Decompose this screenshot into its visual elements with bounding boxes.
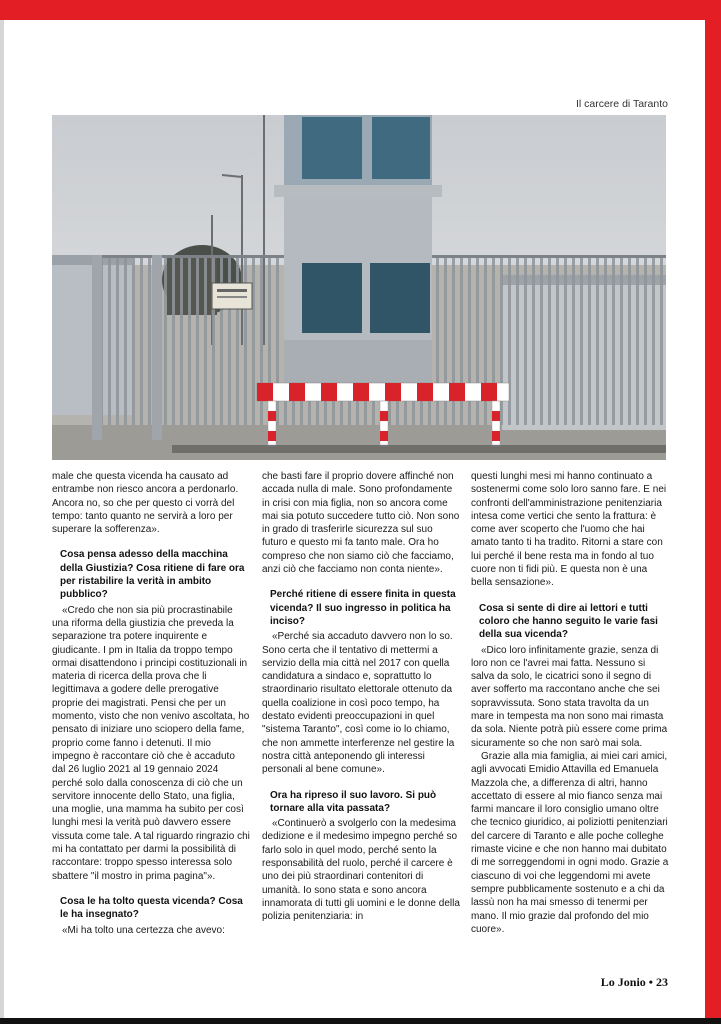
question-heading: Perché ritiene di essere finita in questa vicenda? Il suo ingresso in politica ha inciso? [270, 589, 456, 627]
question-heading: Ora ha ripreso il suo lavoro. Si può tornare alla vita passata? [270, 789, 437, 814]
page-edge [0, 20, 4, 1018]
article-column-1 [52, 470, 250, 937]
paragraph: che basti fare il proprio dovere affinché non accada nulla di male. Sono profondamente in crisi con mia figlia, non so ancora come mai sia potuto succedere tutto ciò. Non sono in grado di trasferirle sicurezza sul suo futuro e questo mi fa tanto male. Ora ho compreso che non siamo ciò che facciamo, anzi ciò che facciamo non conta niente». [262, 471, 460, 576]
paragraph: «Continuerò a svolgerlo con la medesima dedizione e il medesimo impegno perché so farlo solo in quel modo, perché sento la responsabilità del ruolo, perché il carcere è uno dei più straordinari contenitori di umanità. Io sono stata e sono ancora innamorata di tutti gli uomini e le donne della polizia penitenziaria: in [262, 818, 460, 923]
question-heading: Cosa le ha tolto questa vicenda? Cosa le ha insegnato? [60, 895, 243, 921]
top-red-border [0, 0, 721, 20]
bottom-border [0, 1018, 721, 1024]
paragraph: «Perché sia accaduto davvero non lo so. Sono certa che il tentativo di mettermi a servizio della mia città nel 2017 con quella candidatura a sindaco e, soprattutto lo straordinario risultato elettorale ottenuto da quella coalizione in così poco tempo, ha destato evidenti preoccupazioni in quel "sistema Taranto", così come io lo chiamo, che non ammette interferenze nel gestire la nostra città anteponendo gli interessi personali al bene comune». [262, 631, 455, 776]
question-heading: Cosa si sente di dire ai lettori e tutti coloro che hanno seguito le varie fasi della sua vicenda? [479, 602, 658, 641]
right-red-border [705, 0, 721, 1024]
paragraph: «Credo che non sia più procrastinabile una riforma della giustizia che preveda la separazione tra potere inquirente e giudicante. I pm in Italia da troppo tempo ormai disattendono i principi costituzionali in materia di ricerca della prova che li legittimava a godere delle prerogative proprie dei magistrati. Pensi che per un momento, visto che non venivo ascoltata, ho pensato di iniziare uno sciopero della fame, proprio come fanno i detenuti. Il mio impegno è raccontare ciò che è accaduto dal 26 luglio 2021 al 19 gennaio 2024 perché solo dalla conoscenza di ciò che un servitore innocente dello Stato, una figlia, una moglie, una mamma ha subito per così lunghi mesi la verità può davvero essere vissuta come tale. A tal riguardo ringrazio chi mi ha contattato per darmi la possibilità di raccontare: troppo spesso interessa solo sbattere "il mostro in prima pagina"». [52, 604, 250, 882]
page-footer: Lo Jonio • 23 [600, 975, 668, 989]
prison-entrance-photo [52, 115, 666, 460]
paragraph: Grazie alla mia famiglia, ai miei cari amici, agli avvocati Emidio Attavilla ed Emanuela Mazzola che, a differenza di altri, hanno accettato di essere al mio fianco senza mai farmi mancare il loro consiglio umano oltre che tecnico giuridico, ai poliziotti penitenziari del carcere di Taranto e alle poche colleghe rimaste vicine e che non hanno mai dubitato di me sorreggendomi in ogni modo. Grazie a ciascuno di voi che leggendomi mi avete sempre pubblicamente sostenuto e a chi da lassù non ha mai smesso di tenermi per mano. Il mio grazie dal profondo del mio cuore». [471, 750, 669, 935]
paragraph: questi lunghi mesi mi hanno continuato a sostenermi come solo loro sanno fare. E nei confronti dell'amministrazione penitenziaria intesa come vertici che sento la frattura: è come aver scoperto che l'uomo che hai amato tanto ti ha tradito. Ritorni a stare con lui perché il bene resta ma in fondo al tuo cuore non ti fidi più. E questa non è una bella sensazione». [471, 471, 667, 589]
article-column-3 [471, 470, 669, 936]
question-heading: Cosa pensa adesso della macchina della Giustizia? Cosa ritiene di fare ora per ristabilire la verità in ambito pubblico? [60, 549, 245, 601]
paragraph: «Mi ha tolto una certezza che avevo: [62, 924, 225, 936]
article-column-2 [262, 470, 460, 924]
section-title: Il carcere di Taranto [575, 98, 668, 110]
paragraph: «Dico loro infinitamente grazie, senza di loro non ce l'avrei mai fatta. Nessuno si salva da solo, le cicatrici sono il segno di aver sofferto ma raccontano anche che sei sopravvissuta. Sono stata travolta da un mare in tempesta ma non sono mai rimasta da sola. Niente potrà più essere come prima sicuramente so che non sarò mai sola. [471, 644, 668, 749]
paragraph: male che questa vicenda ha causato ad entrambe non riesco ancora a perdonarlo. Ancora no, so che per questo ci vorrà del tempo: tanto quanto ne servirà a loro per superare la sofferenza». [52, 471, 239, 536]
